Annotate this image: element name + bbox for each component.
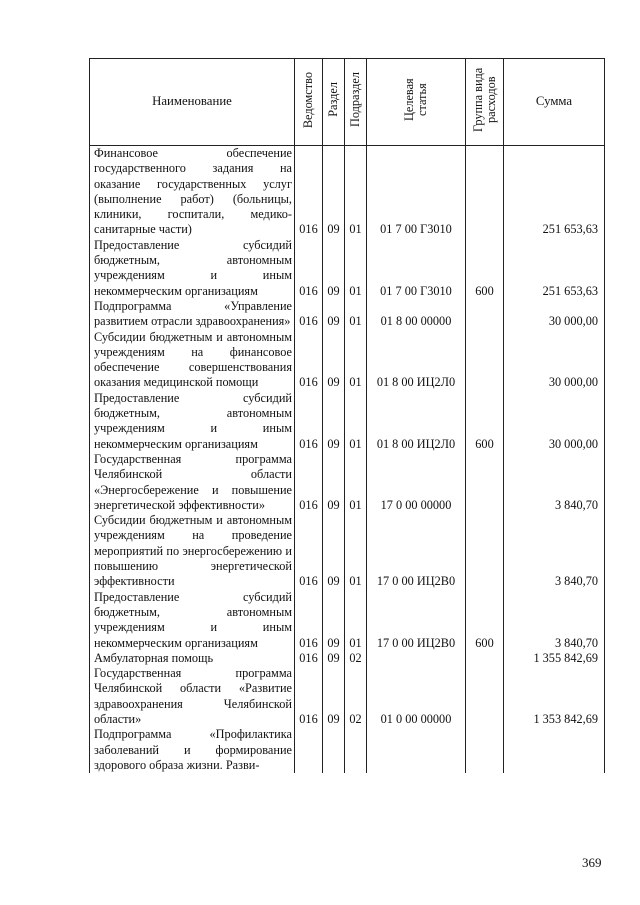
header-summa: Сумма [504,59,605,146]
row-name: Финансовое обеспечение государственного задания на оказание государственных услуг (выполнение работ) (больницы, клиники, госпитали, медико-санитарные части) [90,146,295,238]
row-podrazdel: 01 [345,391,367,452]
row-razdel: 09 [323,146,345,238]
row-celevaya: 01 7 00 Г3010 [367,146,466,238]
row-name: Предоставление субсидий бюджетным, автономным учреждениям и иным некоммерческим организациям [90,391,295,452]
row-celevaya: 01 0 00 00000 [367,666,466,727]
row-vedomstvo: 016 [295,146,323,238]
row-summa: 3 840,70 [504,452,605,513]
row-celevaya: 17 0 00 ИЦ2В0 [367,513,466,589]
row-podrazdel: 02 [345,666,367,727]
row-vedomstvo: 016 [295,513,323,589]
row-razdel: 09 [323,391,345,452]
row-vedomstvo: 016 [295,651,323,666]
row-razdel: 09 [323,651,345,666]
table-row [90,330,605,391]
row-podrazdel: 01 [345,513,367,589]
row-summa: 1 353 842,69 [504,666,605,727]
row-vedomstvo [295,727,323,773]
row-name: Предоставление субсидий бюджетным, автономным учреждениям и иным некоммерческим организациям [90,590,295,651]
row-celevaya: 01 7 00 Г3010 [367,238,466,299]
row-razdel: 09 [323,666,345,727]
header-name: Наименование [90,59,295,146]
row-razdel: 09 [323,330,345,391]
row-name: Государственная программа Челябинской области «Энергосбережение и повышение энергетической эффективности» [90,452,295,513]
row-name: Государственная программа Челябинской области «Развитие здравоохранения Челябинской области» [90,666,295,727]
row-gruppa [466,330,504,391]
row-podrazdel: 01 [345,330,367,391]
header-celevaya: Целевая статья [367,59,466,146]
row-vedomstvo: 016 [295,330,323,391]
row-name: Субсидии бюджетным и автономным учреждениям на финансовое обеспечение совершенствования оказания медицинской помощи [90,330,295,391]
row-podrazdel: 01 [345,452,367,513]
row-summa: 1 355 842,69 [504,651,605,666]
row-vedomstvo: 016 [295,238,323,299]
row-vedomstvo: 016 [295,391,323,452]
row-razdel: 09 [323,452,345,513]
row-summa: 30 000,00 [504,330,605,391]
row-gruppa [466,146,504,238]
row-name: Субсидии бюджетным и автономным учреждениям на проведение мероприятий по энергосбережению и повышению энергетической эффективности [90,513,295,589]
row-vedomstvo: 016 [295,590,323,651]
row-name: Предоставление субсидий бюджетным, автономным учреждениям и иным некоммерческим организациям [90,238,295,299]
row-razdel: 09 [323,238,345,299]
row-gruppa [466,452,504,513]
row-gruppa: 600 [466,238,504,299]
row-summa: 30 000,00 [504,391,605,452]
table-row [90,727,605,773]
row-summa: 30 000,00 [504,299,605,330]
row-vedomstvo: 016 [295,452,323,513]
table-header [90,59,605,146]
row-summa: 251 653,63 [504,238,605,299]
row-vedomstvo: 016 [295,299,323,330]
row-podrazdel: 01 [345,146,367,238]
row-gruppa [466,651,504,666]
header-vedomstvo: Ведомство [295,59,323,146]
row-name: Подпрограмма «Профилактика заболеваний и формирование здорового образа жизни. Разви- [90,727,295,773]
table-row [90,238,605,299]
table-row [90,651,605,666]
row-razdel: 09 [323,590,345,651]
row-name: Подпрограмма «Управление развитием отрасли здравоохранения» [90,299,295,330]
row-celevaya: 01 8 00 00000 [367,299,466,330]
table-row [90,666,605,727]
row-podrazdel: 01 [345,238,367,299]
row-celevaya: 17 0 00 00000 [367,452,466,513]
row-summa: 3 840,70 [504,513,605,589]
row-name: Амбулаторная помощь [90,651,295,666]
row-podrazdel: 02 [345,651,367,666]
table-row [90,146,605,238]
row-gruppa [466,513,504,589]
row-gruppa: 600 [466,590,504,651]
row-celevaya [367,651,466,666]
row-vedomstvo: 016 [295,666,323,727]
page-number: 369 [582,855,602,870]
table-row [90,299,605,330]
row-podrazdel: 01 [345,299,367,330]
row-podrazdel [345,727,367,773]
table-row [90,513,605,589]
row-gruppa [466,666,504,727]
header-gruppa: Группа вида расходов [466,59,504,146]
row-gruppa [466,727,504,773]
row-celevaya [367,727,466,773]
row-summa: 3 840,70 [504,590,605,651]
row-razdel: 09 [323,299,345,330]
table-row [90,590,605,651]
header-razdel: Раздел [323,59,345,146]
header-podrazdel: Подраздел [345,59,367,146]
row-gruppa: 600 [466,391,504,452]
row-celevaya: 01 8 00 ИЦ2Л0 [367,391,466,452]
row-summa [504,727,605,773]
row-celevaya: 17 0 00 ИЦ2В0 [367,590,466,651]
row-gruppa [466,299,504,330]
table-row [90,391,605,452]
row-summa: 251 653,63 [504,146,605,238]
row-razdel [323,727,345,773]
table-row [90,452,605,513]
row-razdel: 09 [323,513,345,589]
row-celevaya: 01 8 00 ИЦ2Л0 [367,330,466,391]
row-podrazdel: 01 [345,590,367,651]
budget-table [89,58,605,773]
